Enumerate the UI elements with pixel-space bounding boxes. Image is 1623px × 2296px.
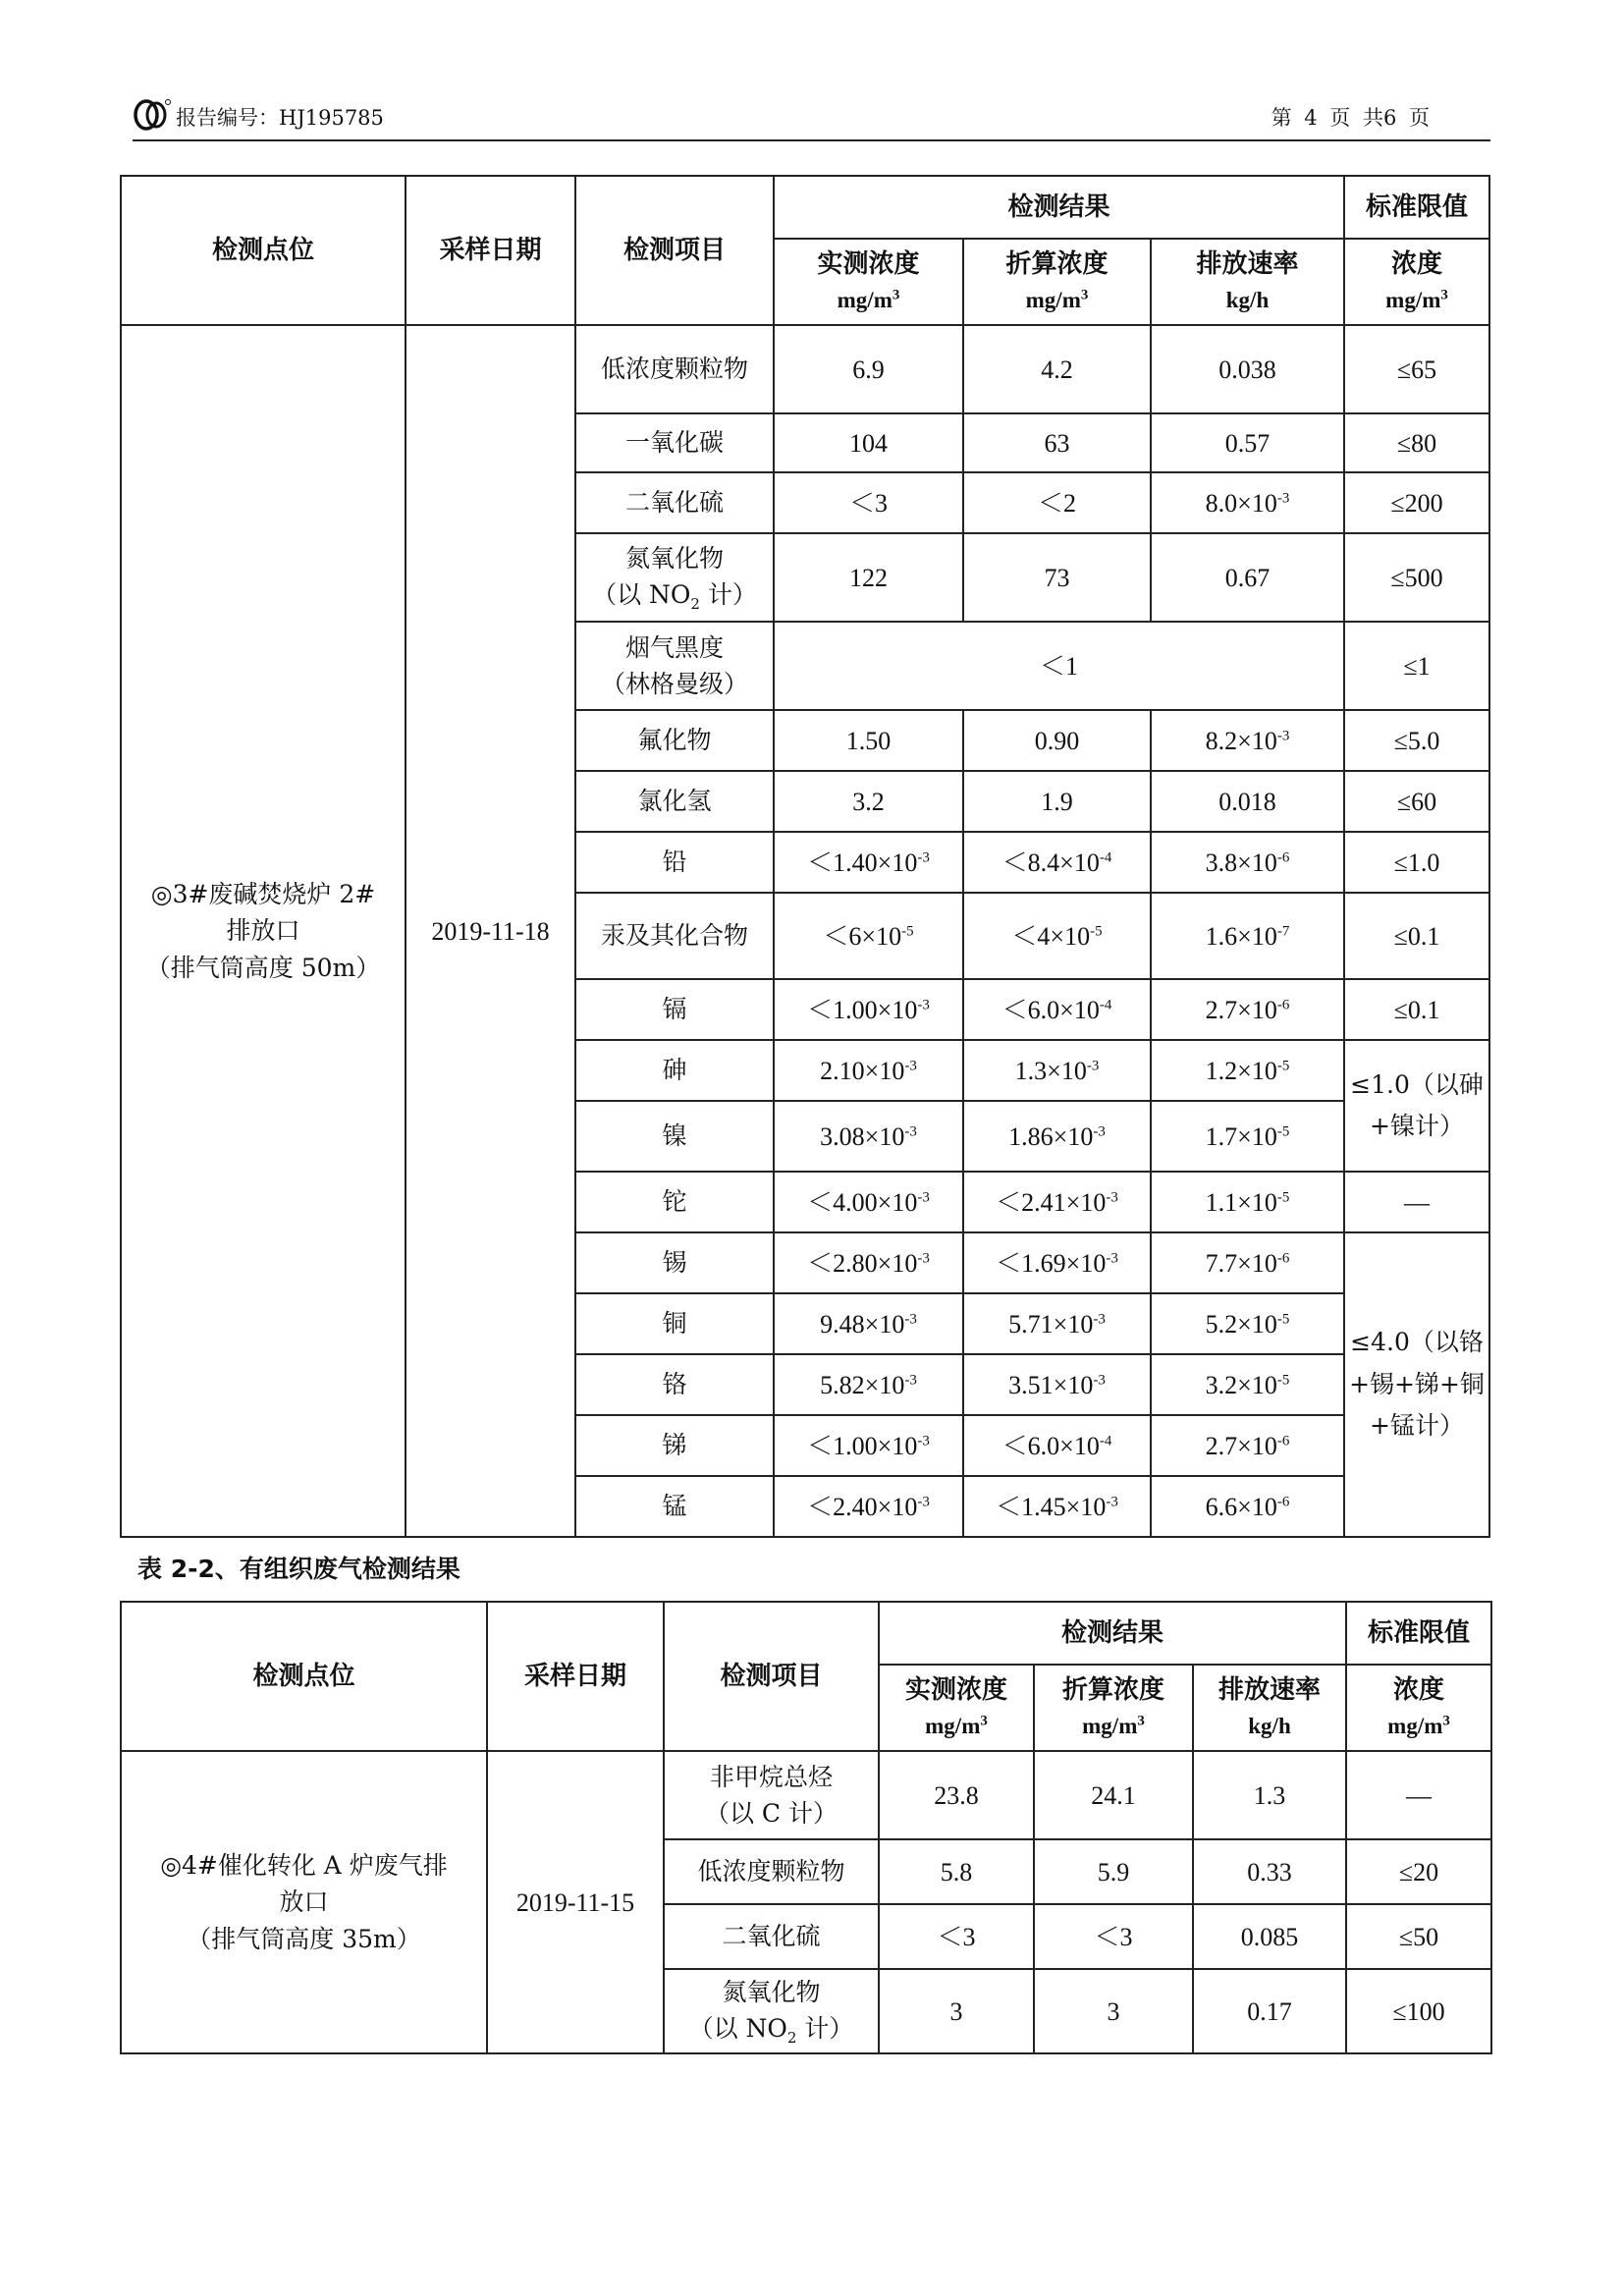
converted-cell: $<4\times 10^{-5}$ — [963, 893, 1151, 979]
measured-cell: $2.10\times 10^{-3}$ — [774, 1040, 963, 1101]
item-cell: 二氧化硫 — [575, 472, 774, 533]
sampling-date: 2019-11-15 — [487, 1751, 664, 2053]
converted-cell: $<1.69\times 10^{-3}$ — [963, 1232, 1151, 1293]
converted-cell: 63 — [963, 413, 1151, 472]
item-cell: 氟化物 — [575, 710, 774, 771]
limit-cell: ≤50 — [1346, 1904, 1491, 1969]
limit-cell: ≤1 — [1344, 622, 1489, 710]
measured-cell: 23.8 — [879, 1751, 1034, 1839]
rate-cell: 1.3 — [1193, 1751, 1346, 1839]
page-header — [133, 94, 1490, 141]
rate-cell: $1.7\times 10^{-5}$ — [1151, 1101, 1344, 1172]
header-point: 检测点位 — [121, 176, 406, 325]
header-date: 采样日期 — [406, 176, 575, 325]
rate-cell: $5.2\times 10^{-5}$ — [1151, 1293, 1344, 1354]
rate-cell: 0.038 — [1151, 325, 1344, 413]
header-conc: 浓度 $mg/m^3$ — [1346, 1665, 1491, 1751]
item-cell: 氯化氢 — [575, 771, 774, 832]
limit-cell: — — [1344, 1172, 1489, 1232]
report-number: 报告编号：HJ195785 — [176, 106, 384, 130]
header-item: 检测项目 — [664, 1602, 879, 1751]
item-cell: 氮氧化物 （以 $NO_2$ 计） — [575, 533, 774, 622]
rate-cell: $1.1\times 10^{-5}$ — [1151, 1172, 1344, 1232]
measured-cell: $<1.00\times 10^{-3}$ — [774, 979, 963, 1040]
item-cell: 锰 — [575, 1476, 774, 1537]
header-measured: 实测浓度 $mg/m^3$ — [774, 239, 963, 325]
rate-cell: 0.33 — [1193, 1839, 1346, 1904]
limit-cell: ≤60 — [1344, 771, 1489, 832]
rate-cell: $6.6\times 10^{-6}$ — [1151, 1476, 1344, 1537]
rate-cell: $1.2\times 10^{-5}$ — [1151, 1040, 1344, 1101]
page-number: 第 4 页 共6 页 — [1271, 106, 1430, 130]
measured-cell: 6.9 — [774, 325, 963, 413]
measured-cell: $<6\times 10^{-5}$ — [774, 893, 963, 979]
converted-cell: 1.9 — [963, 771, 1151, 832]
header-rate: 排放速率 kg/h — [1193, 1665, 1346, 1751]
rate-cell: $3.8\times 10^{-6}$ — [1151, 832, 1344, 893]
measured-cell: 122 — [774, 533, 963, 622]
header-converted: 折算浓度 $mg/m^3$ — [1034, 1665, 1193, 1751]
item-cell: 铜 — [575, 1293, 774, 1354]
limit-cell: ≤5.0 — [1344, 710, 1489, 771]
item-cell: 非甲烷总烃 （以 C 计） — [664, 1751, 879, 1839]
measured-cell: $<4.00\times 10^{-3}$ — [774, 1172, 963, 1232]
header-limit: 标准限值 — [1344, 176, 1489, 239]
item-cell: 汞及其化合物 — [575, 893, 774, 979]
limit-cell: ≤1.0 — [1344, 832, 1489, 893]
sampling-date: 2019-11-18 — [406, 325, 575, 1537]
converted-cell: 24.1 — [1034, 1751, 1193, 1839]
limit-cell: ≤0.1 — [1344, 893, 1489, 979]
item-cell: 低浓度颗粒物 — [575, 325, 774, 413]
emission-table-2 — [120, 1601, 1492, 2054]
converted-cell: $5.71\times 10^{-3}$ — [963, 1293, 1151, 1354]
measured-cell: 3.2 — [774, 771, 963, 832]
limit-cell: ≤200 — [1344, 472, 1489, 533]
rate-cell: $2.7\times 10^{-6}$ — [1151, 1415, 1344, 1476]
converted-cell: 5.9 — [1034, 1839, 1193, 1904]
rate-cell: 0.085 — [1193, 1904, 1346, 1969]
converted-cell: 3 — [1034, 1969, 1193, 2053]
converted-cell: ＜2 — [963, 472, 1151, 533]
item-cell: 镉 — [575, 979, 774, 1040]
header-results: 检测结果 — [879, 1602, 1346, 1665]
item-cell: 锡 — [575, 1232, 774, 1293]
rate-cell: 0.67 — [1151, 533, 1344, 622]
measured-cell: $3.08\times 10^{-3}$ — [774, 1101, 963, 1172]
table-caption: 表 2-2、有组织废气检测结果 — [137, 1555, 460, 1583]
limit-cell: ≤0.1 — [1344, 979, 1489, 1040]
header-date: 采样日期 — [487, 1602, 664, 1751]
header-rate: 排放速率 kg/h — [1151, 239, 1344, 325]
limit-cell: ≤500 — [1344, 533, 1489, 622]
item-cell: 铅 — [575, 832, 774, 893]
header-item: 检测项目 — [575, 176, 774, 325]
converted-cell: ＜3 — [1034, 1904, 1193, 1969]
converted-cell: $<6.0\times 10^{-4}$ — [963, 1415, 1151, 1476]
rate-cell: 0.018 — [1151, 771, 1344, 832]
measured-cell: ＜3 — [879, 1904, 1034, 1969]
item-cell: 铬 — [575, 1354, 774, 1415]
rate-cell: $1.6\times 10^{-7}$ — [1151, 893, 1344, 979]
header-results: 检测结果 — [774, 176, 1344, 239]
measured-cell: 3 — [879, 1969, 1034, 2053]
limit-cell: ≤20 — [1346, 1839, 1491, 1904]
sampling-point: ◎4#催化转化 A 炉废气排 放口 （排气筒高度 35m） — [121, 1751, 487, 2053]
header-converted: 折算浓度 $mg/m^3$ — [963, 239, 1151, 325]
table-row — [121, 325, 1489, 413]
converted-cell: 0.90 — [963, 710, 1151, 771]
limit-cell-as-ni: ≤1.0（以砷+镍计） — [1344, 1040, 1489, 1172]
limit-cell: ≤100 — [1346, 1969, 1491, 2053]
converted-cell: 73 — [963, 533, 1151, 622]
merged-result-cell: ＜1 — [774, 622, 1344, 710]
item-cell: 低浓度颗粒物 — [664, 1839, 879, 1904]
sampling-point: ◎3#废碱焚烧炉 2# 排放口 （排气筒高度 50m） — [121, 325, 406, 1537]
converted-cell: 4.2 — [963, 325, 1151, 413]
rate-cell: 0.17 — [1193, 1969, 1346, 2053]
measured-cell: $<1.00\times 10^{-3}$ — [774, 1415, 963, 1476]
header-limit: 标准限值 — [1346, 1602, 1491, 1665]
header-point: 检测点位 — [121, 1602, 487, 1751]
emission-table-1 — [120, 175, 1490, 1538]
measured-cell: $<2.40\times 10^{-3}$ — [774, 1476, 963, 1537]
measured-cell: $9.48\times 10^{-3}$ — [774, 1293, 963, 1354]
converted-cell: $<6.0\times 10^{-4}$ — [963, 979, 1151, 1040]
table-row — [121, 1751, 1491, 1839]
converted-cell: $<8.4\times 10^{-4}$ — [963, 832, 1151, 893]
company-logo-icon — [133, 96, 172, 132]
measured-cell: $5.82\times 10^{-3}$ — [774, 1354, 963, 1415]
rate-cell: 0.57 — [1151, 413, 1344, 472]
limit-cell: ≤65 — [1344, 325, 1489, 413]
rate-cell: $2.7\times 10^{-6}$ — [1151, 979, 1344, 1040]
converted-cell: $3.51\times 10^{-3}$ — [963, 1354, 1151, 1415]
measured-cell: 1.50 — [774, 710, 963, 771]
measured-cell: $<1.40\times 10^{-3}$ — [774, 832, 963, 893]
item-cell: 二氧化硫 — [664, 1904, 879, 1969]
item-cell: 砷 — [575, 1040, 774, 1101]
converted-cell: $1.3\times 10^{-3}$ — [963, 1040, 1151, 1101]
measured-cell: ＜3 — [774, 472, 963, 533]
item-cell: 锑 — [575, 1415, 774, 1476]
item-cell: 氮氧化物 （以 $NO_2$ 计） — [664, 1969, 879, 2053]
converted-cell: $<1.45\times 10^{-3}$ — [963, 1476, 1151, 1537]
item-cell: 一氧化碳 — [575, 413, 774, 472]
rate-cell: $8.2\times 10^{-3}$ — [1151, 710, 1344, 771]
measured-cell: 104 — [774, 413, 963, 472]
item-cell: 镍 — [575, 1101, 774, 1172]
limit-cell: — — [1346, 1751, 1491, 1839]
item-cell: 烟气黑度 （林格曼级） — [575, 622, 774, 710]
rate-cell: $8.0\times 10^{-3}$ — [1151, 472, 1344, 533]
rate-cell: $7.7\times 10^{-6}$ — [1151, 1232, 1344, 1293]
measured-cell: $<2.80\times 10^{-3}$ — [774, 1232, 963, 1293]
converted-cell: $1.86\times 10^{-3}$ — [963, 1101, 1151, 1172]
converted-cell: $<2.41\times 10^{-3}$ — [963, 1172, 1151, 1232]
header-conc: 浓度 $mg/m^3$ — [1344, 239, 1489, 325]
limit-cell: ≤80 — [1344, 413, 1489, 472]
item-cell: 铊 — [575, 1172, 774, 1232]
rate-cell: $3.2\times 10^{-5}$ — [1151, 1354, 1344, 1415]
header-measured: 实测浓度 $mg/m^3$ — [879, 1665, 1034, 1751]
limit-cell-group: ≤4.0（以铬+锡+锑+铜+锰计） — [1344, 1232, 1489, 1537]
measured-cell: 5.8 — [879, 1839, 1034, 1904]
